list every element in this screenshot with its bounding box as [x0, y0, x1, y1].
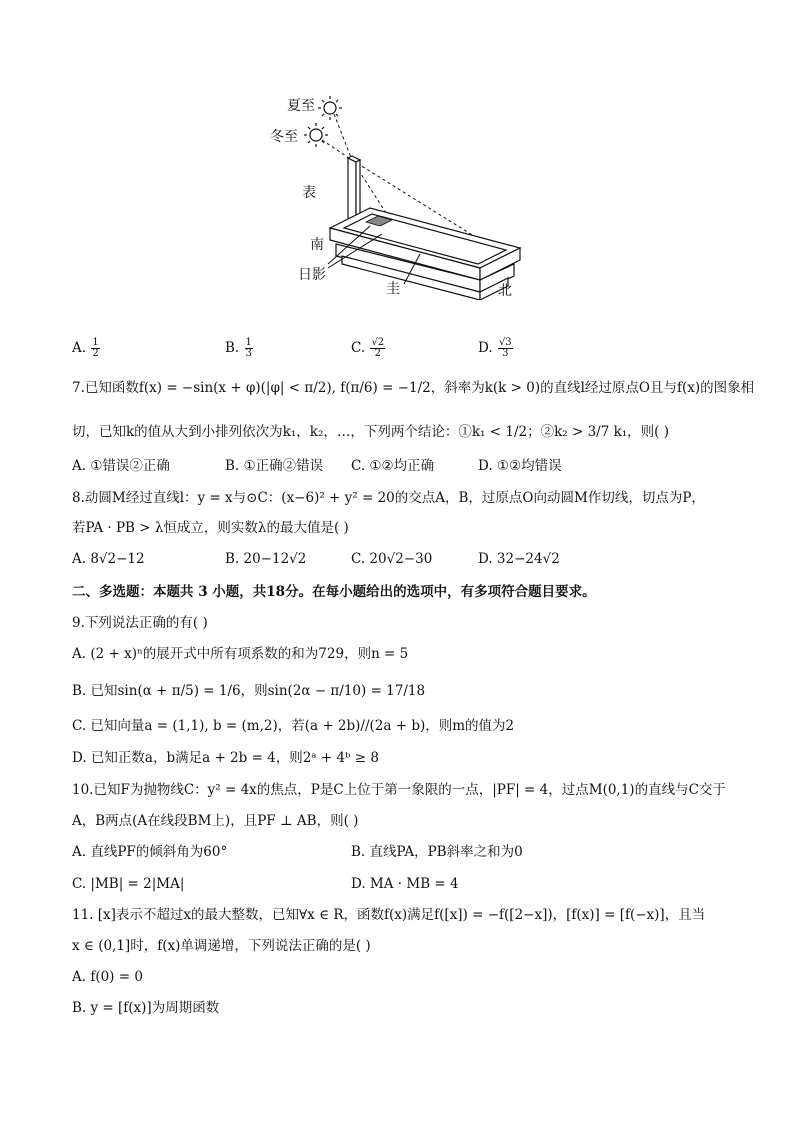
- q7-stem-line1: 7.已知函数f(x) = −sin(x + φ)(|φ| < π/2), f(π/6) = −1/2，斜率为k(k > 0)的直线l经过原点O且与f(x)的图象相: [72, 380, 755, 396]
- q6-option-b[interactable]: B. $\frac{1}{3}$: [225, 337, 252, 359]
- gnomon-figure: [270, 88, 530, 300]
- q10-option-a[interactable]: A. 直线PF的倾斜角为60°: [72, 844, 228, 860]
- north-label: 北: [498, 283, 512, 299]
- q10-stem-line1: 10.已知F为抛物线C：y² = 4x的焦点，P是C上位于第一象限的一点，|PF| = 4，过点M(0,1)的直线与C交于: [72, 782, 726, 798]
- gui-base: [330, 208, 520, 300]
- q7-option-a[interactable]: A. ①错误②正确: [72, 458, 170, 474]
- gui-label: 圭: [386, 281, 400, 297]
- q7-option-b[interactable]: B. ①正确②错误: [225, 458, 324, 474]
- q9-option-a[interactable]: A. (2 + x)ⁿ的展开式中所有项系数的和为729，则n = 5: [72, 646, 409, 662]
- summer-sun-icon: [318, 96, 342, 120]
- section-2-heading: 二、多选题：本题共 3 小题，共18分。在每小题给出的选项中，有多项符合题目要求。: [72, 584, 596, 600]
- q10-option-b[interactable]: B. 直线PA，PB斜率之和为0: [351, 844, 523, 860]
- q8-option-c[interactable]: C. 20√2−30: [351, 551, 433, 567]
- q11-stem-line2: x ∈ (0,1]时，f(x)单调递增，下列说法正确的是( ): [72, 938, 371, 954]
- q9-option-c[interactable]: C. 已知向量a = (1,1), b = (m,2)，若(a + 2b)//(2a + b)，则m的值为2: [72, 718, 515, 734]
- q6-option-c[interactable]: C. $\frac{√2}{2}$: [351, 337, 385, 359]
- south-label: 南: [310, 237, 324, 253]
- q8-option-d[interactable]: D. 32−24√2: [478, 551, 560, 567]
- summer-label: 夏至: [287, 98, 315, 114]
- winter-sun-icon: [304, 123, 328, 147]
- shadow-label: 日影: [298, 267, 326, 283]
- q7-stem-line2: 切，已知k的值从大到小排列依次为k₁，k₂，…，下列两个结论：①k₁ < 1/2；②k₂ > 3/7 k₁，则( ): [72, 424, 669, 440]
- q9-option-b[interactable]: B. 已知sin(α + π/5) = 1/6，则sin(2α − π/10) = 17/18: [72, 683, 426, 699]
- q10-stem-line2: A，B两点(A在线段BM上)，且PF ⊥ AB，则( ): [72, 813, 359, 829]
- q8-stem-line2: 若PA · PB > λ恒成立，则实数λ的最大值是( ): [72, 520, 349, 536]
- q10-option-d[interactable]: D. MA · MB = 4: [351, 876, 459, 892]
- q11-option-a[interactable]: A. f(0) = 0: [72, 969, 143, 985]
- q11-stem-line1: 11. [x]表示不超过x的最大整数，已知∀x ∈ R，函数f(x)满足f([x]) = −f([2−x])，[f(x)] = [f(−x)]，且当: [72, 907, 706, 923]
- winter-label: 冬至: [270, 129, 298, 145]
- q7-option-d[interactable]: D. ①②均错误: [478, 458, 562, 474]
- q8-option-a[interactable]: A. 8√2−12: [72, 551, 145, 567]
- q9-stem: 9.下列说法正确的有( ): [72, 615, 208, 631]
- q7-option-c[interactable]: C. ①②均正确: [351, 458, 435, 474]
- q8-stem-line1: 8.动圆M经过直线l：y = x与⊙C：(x−6)² + y² = 20的交点A，B，过原点O向动圆M作切线，切点为P，: [72, 490, 705, 506]
- q11-option-b[interactable]: B. y = [f(x)]为周期函数: [72, 1000, 220, 1016]
- q6-option-a[interactable]: A. $\frac{1}{2}$: [72, 337, 99, 359]
- q6-option-d[interactable]: D. $\frac{√3}{3}$: [478, 337, 512, 359]
- q8-option-b[interactable]: B. 20−12√2: [225, 551, 307, 567]
- q10-option-c[interactable]: C. |MB| = 2|MA|: [72, 876, 185, 892]
- gnomon-label: 表: [302, 185, 316, 201]
- q9-option-d[interactable]: D. 已知正数a，b满足a + 2b = 4，则2ᵃ + 4ᵇ ≥ 8: [72, 750, 379, 766]
